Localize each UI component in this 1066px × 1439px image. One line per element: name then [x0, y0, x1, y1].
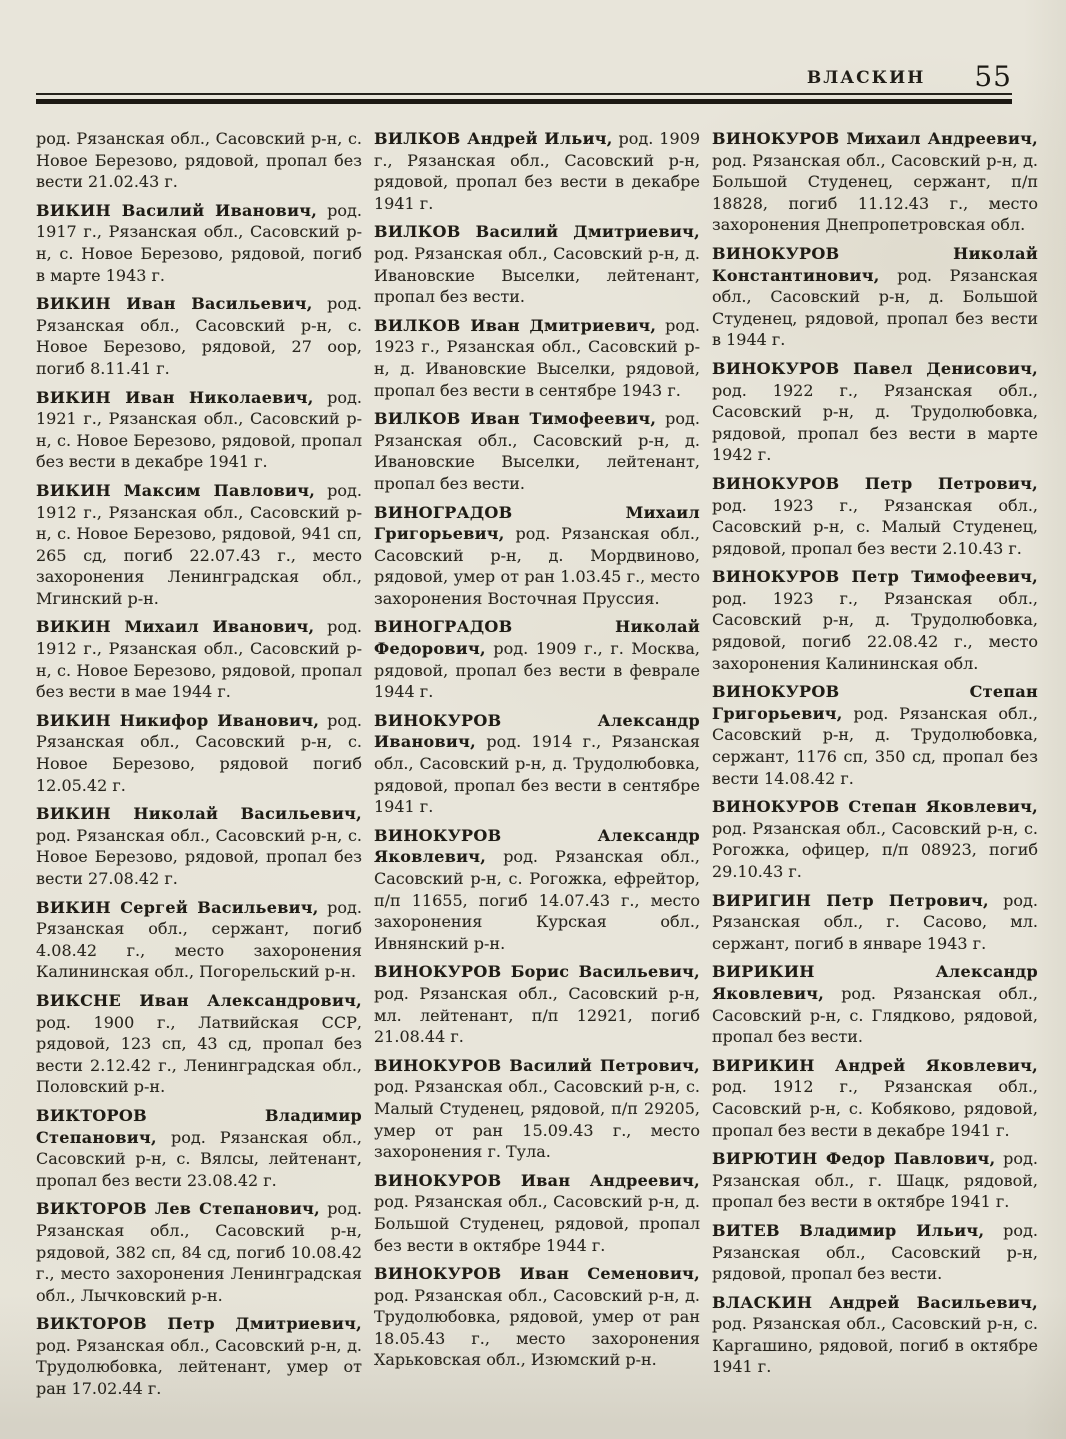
memorial-entry — [712, 1148, 1038, 1213]
memorial-entry — [36, 387, 362, 473]
memorial-entry — [712, 1292, 1038, 1378]
text-columns — [36, 128, 1038, 1400]
column-left — [36, 128, 362, 1400]
entry-surname: ВИЛКОВ Василий Дмитриевич, — [374, 222, 700, 242]
entry-surname: ВИКИН Сергей Васильевич, — [36, 897, 319, 917]
entry-surname: ВИНОГРАДОВ Николай Федорович, — [374, 617, 700, 659]
entry-surname: ВИНОКУРОВ Николай Константинович, — [712, 243, 1038, 285]
entry-details: род. Рязанская обл., Сасовский р-н, с. Вялсы, лейтенант, пропал без вести 23.08.42 г. — [36, 1127, 362, 1190]
entry-details: род. Рязанская обл., Сасовский р-н, д. Большой Студенец, рядовой, пропал без вести в октябре 1944 г. — [374, 1192, 700, 1255]
memorial-entry — [36, 990, 362, 1098]
memorial-entry — [712, 1055, 1038, 1141]
memorial-entry — [374, 710, 700, 818]
memorial-entry — [36, 1313, 362, 1399]
entry-details: род. 1917 г., Рязанская обл., Сасовский р-н, с. Новое Березово, рядовой, погиб в марте 1943 г. — [36, 200, 362, 285]
memorial-entry — [712, 961, 1038, 1047]
memorial-entry — [374, 128, 700, 214]
memorial-entry — [36, 1105, 362, 1191]
page-number: 55 — [974, 60, 1012, 93]
column-middle — [374, 128, 700, 1400]
entry-surname: ВИКИН Никифор Иванович, — [36, 710, 320, 730]
entry-surname: ВИНОКУРОВ Петр Тимофеевич, — [712, 567, 1038, 587]
memorial-entry — [712, 358, 1038, 466]
entry-details: род. Рязанская обл., Сасовский р-н, с. Новое Березово, рядовой, пропал без вести 21.02.43 г. — [36, 129, 362, 192]
running-head — [36, 60, 1012, 93]
entry-details: род. Рязанская обл., г. Шацк, рядовой, пропал без вести в октябре 1941 г. — [712, 1149, 1038, 1212]
entry-surname: ВИКИН Максим Павлович, — [36, 480, 316, 500]
entry-surname: ВИНОКУРОВ Борис Васильевич, — [374, 962, 700, 982]
memorial-entry — [374, 502, 700, 610]
memorial-entry — [36, 200, 362, 286]
entry-surname: ВИКИН Иван Васильевич, — [36, 294, 313, 314]
entry-surname: ВИНОКУРОВ Александр Яковлевич, — [374, 825, 700, 867]
entry-surname: ВЛАСКИН Андрей Васильевич, — [712, 1292, 1038, 1312]
entry-surname: ВИЛКОВ Иван Дмитриевич, — [374, 315, 657, 335]
entry-surname: ВИКИН Николай Васильевич, — [36, 804, 362, 824]
memorial-entry — [712, 566, 1038, 674]
entry-details: род. Рязанская обл., Сасовский р-н, д. Трудолюбовка, рядовой, умер от ран 18.05.43 г., место захоронения Харьковская обл., Изюмский р-н. — [374, 1285, 700, 1370]
memorial-entry — [712, 890, 1038, 955]
entry-details: род. Рязанская обл., Сасовский р-н, с. Новое Березово, рядовой, 27 оор, погиб 8.11.41 г. — [36, 294, 362, 378]
entry-details: род. 1912 г., Рязанская обл., Сасовский р-н, с. Новое Березово, рядовой, 941 сп, 265 сд, погиб 22.07.43 г., место захоронения Ленинградская обл., Мгинский р-н. — [36, 480, 362, 608]
memorial-entry — [374, 825, 700, 955]
entry-details: род. Рязанская обл., сержант, погиб 4.08.42 г., место захоронения Калининская обл., Погорельский р-н. — [36, 897, 362, 982]
entry-details: род. Рязанская обл., Сасовский р-н, с. Новое Березово, рядовой погиб 12.05.42 г. — [36, 710, 362, 795]
entry-details: род. Рязанская обл., г. Сасово, мл. сержант, погиб в январе 1943 г. — [712, 890, 1038, 953]
entry-details: род. Рязанская обл., Сасовский р-н, д. Большой Студенец, сержант, п/п 18828, погиб 11.12.43 г., место захоронения Днепропетровская обл. — [712, 150, 1038, 235]
memorial-entry — [712, 796, 1038, 882]
memorial-entry — [36, 616, 362, 702]
memorial-entry — [712, 243, 1038, 351]
entry-details: род. Рязанская обл., Сасовский р-н, д. Трудолюбовка, сержант, 1176 сп, 350 сд, пропал без вести 14.08.42 г. — [712, 703, 1038, 788]
memorial-entry — [374, 1055, 700, 1163]
column-right — [712, 128, 1038, 1400]
entry-surname: ВИКТОРОВ Петр Дмитриевич, — [36, 1314, 362, 1334]
entry-details: род. 1912 г., Рязанская обл., Сасовский р-н, с. Новое Березово, рядовой, пропал без вести в мае 1944 г. — [36, 617, 362, 702]
entry-surname: ВИНОКУРОВ Степан Григорьевич, — [712, 682, 1038, 723]
entry-details: род. Рязанская обл., Сасовский р-н, с. Новое Березово, рядовой, пропал без вести 27.08.42 г. — [36, 825, 362, 888]
entry-details: род. Рязанская обл., Сасовский р-н, с. Малый Студенец, рядовой, п/п 29205, умер от ран 15.09.43 г., место захоронения г. Тула. — [374, 1077, 700, 1162]
entry-surname: ВИЛКОВ Андрей Ильич, — [374, 129, 613, 148]
entry-surname: ВИНОКУРОВ Степан Яковлевич, — [712, 797, 1038, 817]
entry-details: род. Рязанская обл., Сасовский р-н, д. Ивановские Выселки, лейтенант, пропал без вести. — [374, 409, 700, 493]
entry-details: род. 1900 г., Латвийская ССР, рядовой, 123 сп, 43 сд, пропал без вести 2.12.42 г., Ленинградская обл., Половский р-н. — [36, 1012, 362, 1097]
entry-details: род. Рязанская обл., Сасовский р-н, с. Каргашино, рядовой, погиб в октябре 1941 г. — [712, 1314, 1038, 1377]
entry-surname: ВИКТОРОВ Владимир Степанович, — [36, 1105, 362, 1147]
header-rule-thin — [36, 93, 1012, 95]
memorial-entry — [36, 293, 362, 379]
memorial-entry — [374, 961, 700, 1047]
entry-details: род. 1923 г., Рязанская обл., Сасовский р-н, с. Малый Студенец, рядовой, пропал без вести 2.10.43 г. — [712, 495, 1038, 558]
memorial-entry — [374, 616, 700, 702]
entry-details: род. Рязанская обл., Сасовский р-н, с. Глядково, рядовой, пропал без вести. — [712, 983, 1038, 1047]
entry-details: род. 1922 г., Рязанская обл., Сасовский р-н, д. Трудолюбовка, рядовой, пропал без вести в марте 1942 г. — [712, 380, 1038, 465]
entry-details: род. Рязанская обл., Сасовский р-н, д. Мордвиново, рядовой, умер от ран 1.03.45 г., место захоронения Восточная Пруссия. — [374, 524, 700, 608]
memorial-entry — [374, 315, 700, 401]
memorial-entry — [374, 1170, 700, 1256]
entry-surname: ВИРИКИН Андрей Яковлевич, — [712, 1055, 1038, 1075]
running-title: ВЛАСКИН — [806, 68, 926, 88]
entry-details: род. 1912 г., Рязанская обл., Сасовский р-н, с. Кобяково, рядовой, пропал без вести в декабре 1941 г. — [712, 1077, 1038, 1140]
memorial-entry — [712, 128, 1038, 236]
entry-details: род. 1923 г., Рязанская обл., Сасовский р-н, д. Ивановские Выселки, рядовой, пропал без вести в сентябре 1943 г. — [374, 315, 700, 400]
memorial-entry — [374, 1263, 700, 1371]
entry-details: род. 1921 г., Рязанская обл., Сасовский р-н, с. Новое Березово, рядовой, пропал без вести в декабре 1941 г. — [36, 387, 362, 472]
entry-surname: ВИТЕВ Владимир Ильич, — [712, 1220, 985, 1240]
entry-surname: ВИРЮТИН Федор Павлович, — [712, 1149, 996, 1169]
entry-details: род. Рязанская обл., Сасовский р-н, д. Трудолюбовка, лейтенант, умер от ран 17.02.44 г. — [36, 1335, 362, 1399]
memorial-entry — [374, 221, 700, 307]
entry-details: род. Рязанская обл., Сасовский р-н, с. Рогожка, офицер, п/п 08923, погиб 29.10.43 г. — [712, 818, 1038, 881]
memorial-entry — [712, 1220, 1038, 1285]
entry-details: род. Рязанская обл., Сасовский р-н, д. Ивановские Выселки, лейтенант, пропал без вести. — [374, 243, 700, 307]
entry-surname: ВИКСНЕ Иван Александрович, — [36, 990, 362, 1010]
header-rule-thick — [36, 99, 1012, 104]
memorial-entry — [36, 480, 362, 610]
entry-details: род. 1914 г., Рязанская обл., Сасовский р-н, д. Трудолюбовка, рядовой, пропал без вести в сентябре 1941 г. — [374, 732, 700, 817]
entry-details: род. 1909 г., Рязанская обл., Сасовский р-н, рядовой, пропал без вести в декабре 1941 г. — [374, 129, 700, 213]
entry-details: род. Рязанская обл., Сасовский р-н, рядовой, пропал без вести. — [712, 1220, 1038, 1284]
memorial-entry — [374, 408, 700, 494]
entry-surname: ВИНОКУРОВ Иван Семенович, — [374, 1264, 700, 1284]
entry-surname: ВИНОКУРОВ Василий Петрович, — [374, 1055, 700, 1075]
entry-details: род. Рязанская обл., Сасовский р-н, с. Рогожка, ефрейтор, п/п 11655, погиб 14.07.43 г., место захоронения Курская обл., Ивнянский р-н. — [374, 847, 700, 953]
memorial-entry — [36, 128, 362, 193]
entry-details: род. Рязанская обл., Сасовский р-н, рядовой, 382 сп, 84 сд, погиб 10.08.42 г., место захоронения Ленинградская обл., Лычковский р-н. — [36, 1199, 363, 1305]
entry-surname: ВИКТОРОВ Лев Степанович, — [36, 1199, 321, 1219]
entry-surname: ВИКИН Иван Николаевич, — [36, 387, 314, 407]
memorial-entry — [712, 681, 1038, 789]
entry-surname: ВИЛКОВ Иван Тимофеевич, — [374, 409, 657, 429]
memorial-entry — [36, 710, 362, 796]
entry-surname: ВИРИКИН Александр Яковлевич, — [712, 962, 1038, 1003]
entry-details: род. 1909 г., г. Москва, рядовой, пропал без вести в феврале 1944 г. — [374, 639, 700, 702]
entry-surname: ВИНОКУРОВ Павел Денисович, — [712, 358, 1038, 378]
memorial-entry — [36, 803, 362, 889]
entry-surname: ВИНОКУРОВ Иван Андреевич, — [374, 1170, 700, 1190]
entry-surname: ВИНОКУРОВ Михаил Андреевич, — [712, 129, 1038, 148]
entry-details: род. 1923 г., Рязанская обл., Сасовский р-н, д. Трудолюбовка, рядовой, погиб 22.08.42 г., место захоронения Калининская обл. — [712, 588, 1038, 673]
entry-details: род. Рязанская обл., Сасовский р-н, мл. лейтенант, п/п 12921, погиб 21.08.44 г. — [374, 983, 700, 1047]
entry-surname: ВИКИН Михаил Иванович, — [36, 617, 315, 637]
entry-details: род. Рязанская обл., Сасовский р-н, д. Большой Студенец, рядовой, пропал без вести в 1944 г. — [712, 265, 1038, 350]
memorial-entry — [36, 1198, 362, 1306]
entry-surname: ВИКИН Василий Иванович, — [36, 200, 318, 220]
entry-surname: ВИНОКУРОВ Петр Петрович, — [712, 473, 1038, 493]
memorial-entry — [712, 473, 1038, 559]
entry-surname: ВИНОГРАДОВ Михаил Григорьевич, — [374, 502, 700, 544]
entry-surname: ВИНОКУРОВ Александр Иванович, — [374, 710, 700, 752]
entry-surname: ВИРИГИН Петр Петрович, — [712, 890, 989, 910]
memorial-entry — [36, 897, 362, 983]
